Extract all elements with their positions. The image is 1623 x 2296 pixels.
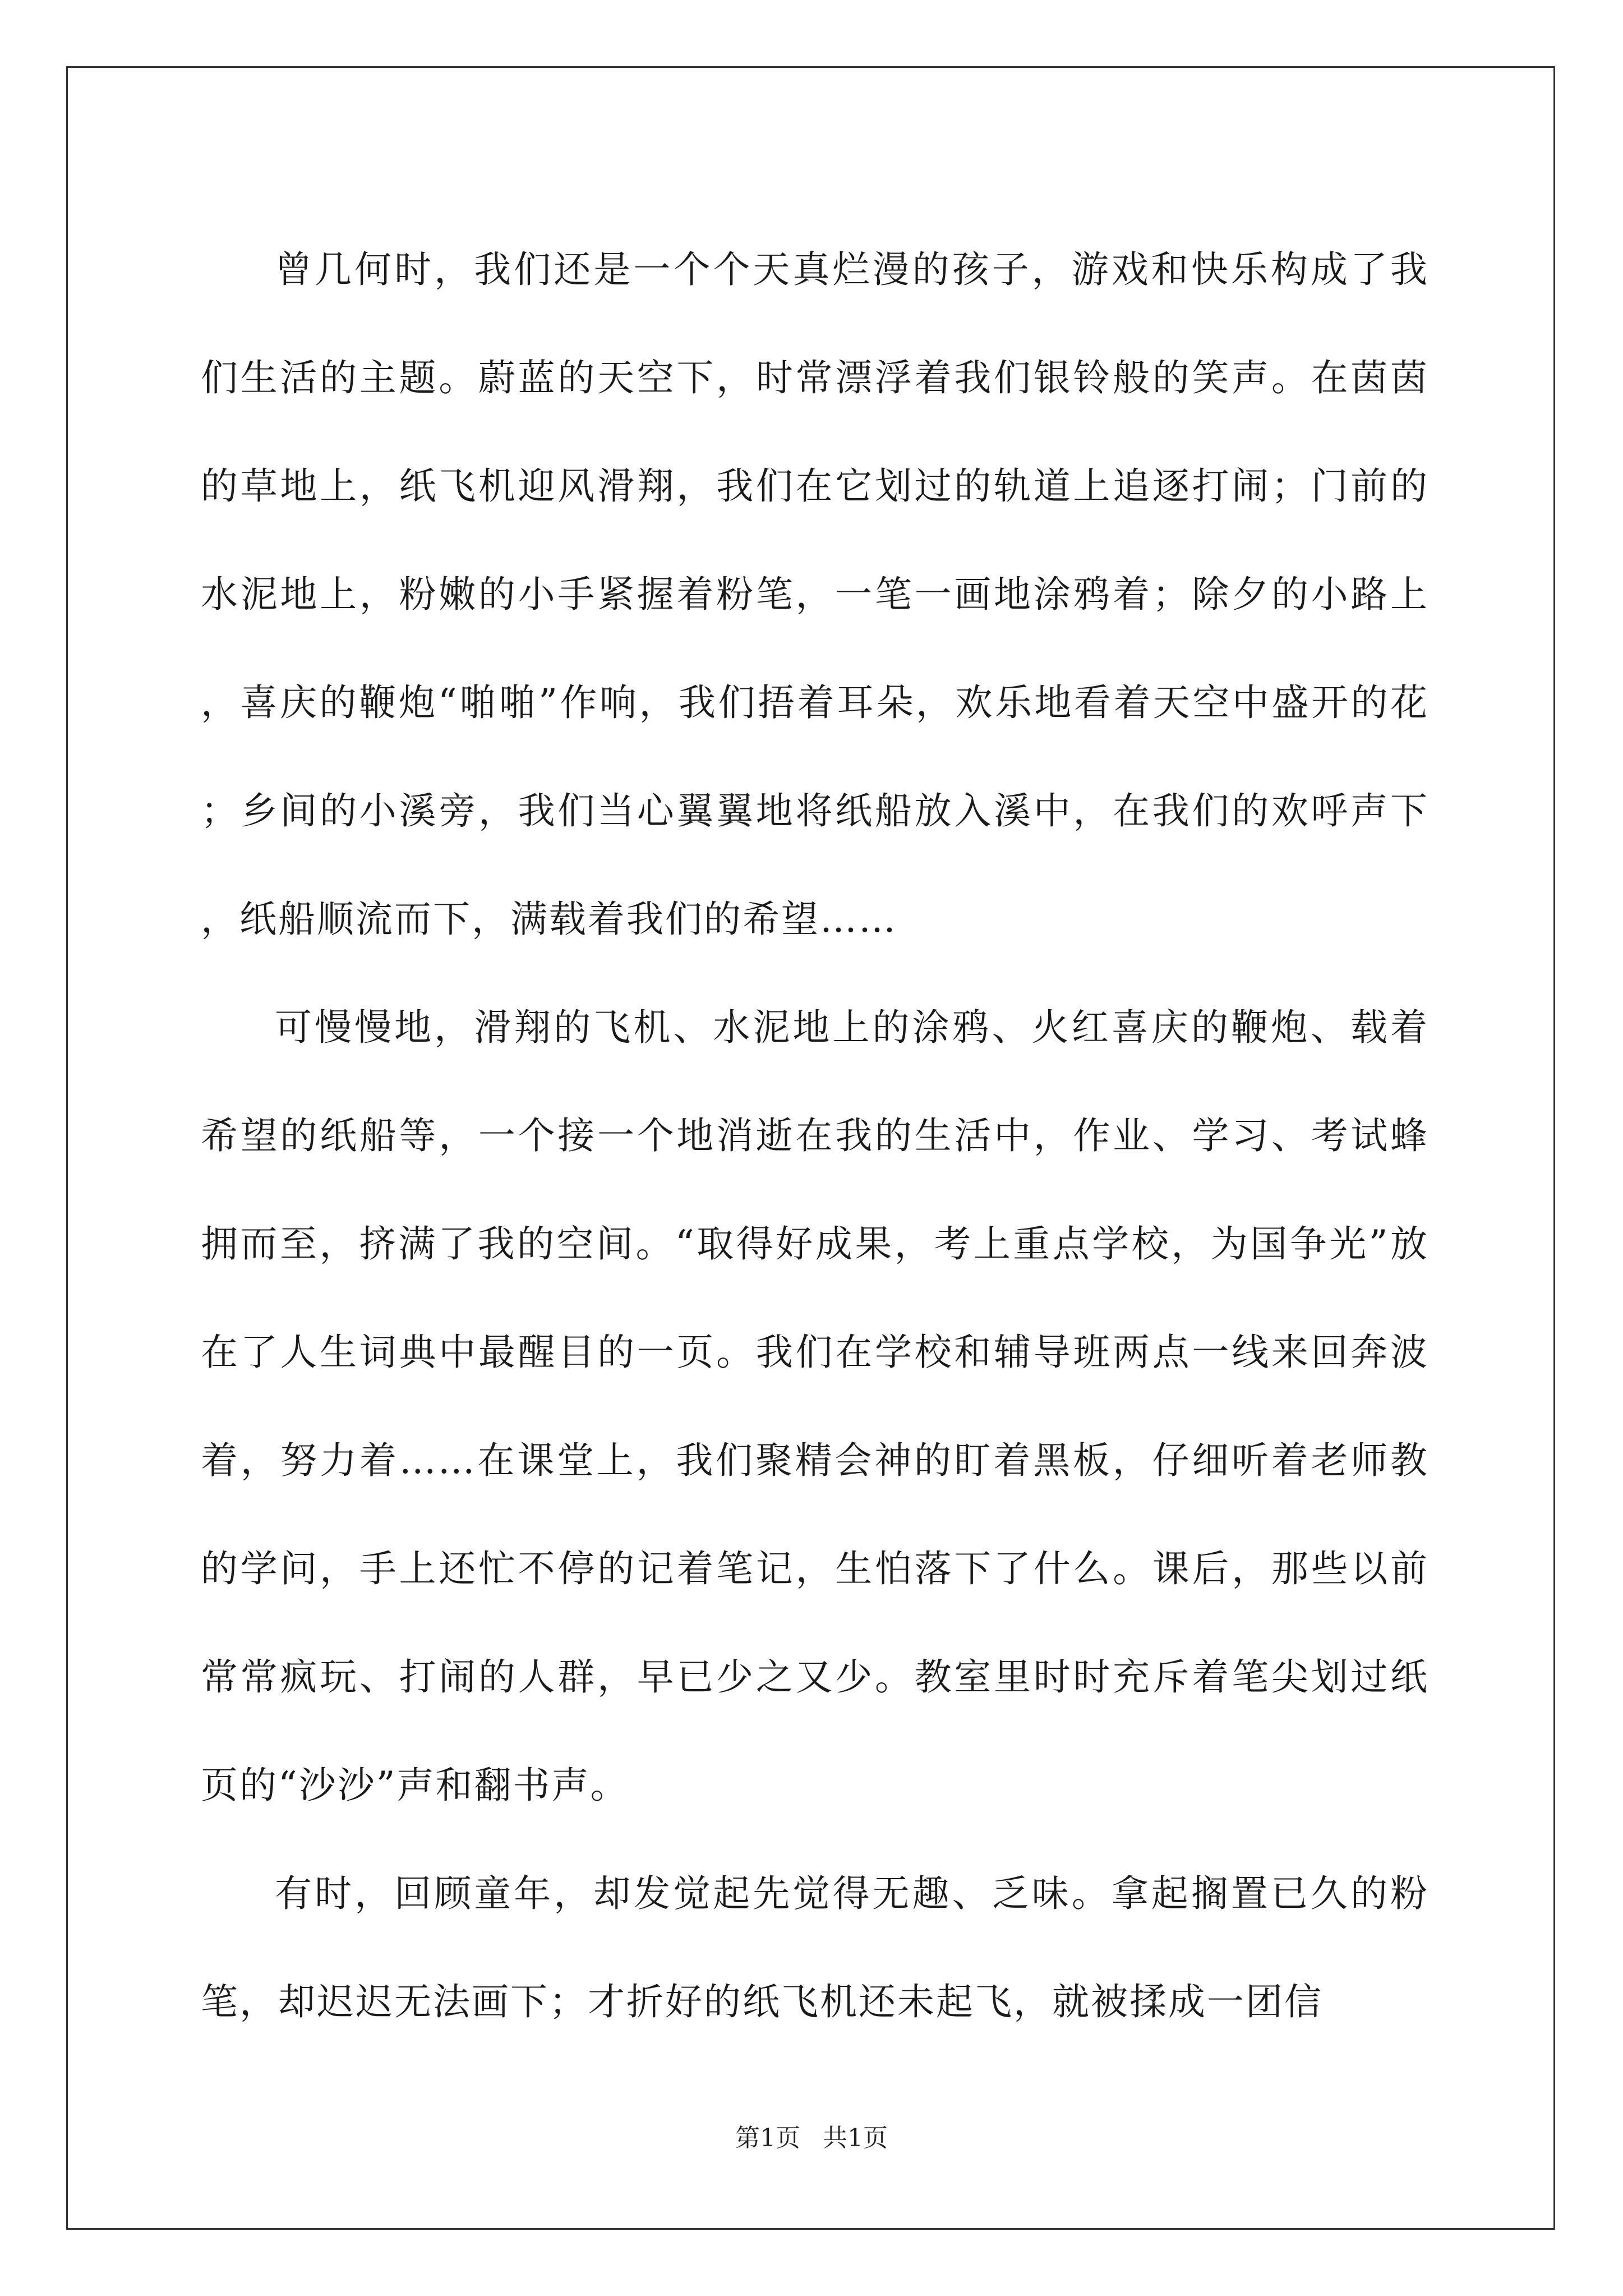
document-body	[201, 215, 1429, 2056]
page-footer	[0, 2122, 1623, 2155]
page-total: 共1页	[823, 2124, 888, 2152]
paragraph-3: 有时，回顾童年，却发觉起先觉得无趣、乏味。拿起搁置已久的粉笔，却迟迟无法画下；才折好的纸飞机还未起飞，就被揉成一团信	[201, 1872, 1429, 2023]
page-number: 第1页	[735, 2124, 800, 2152]
paragraph-1: 曾几何时，我们还是一个个天真烂漫的孩子，游戏和快乐构成了我们生活的主题。蔚蓝的天空下，时常漂浮着我们银铃般的笑声。在茵茵的草地上，纸飞机迎风滑翔，我们在它划过的轨道上追逐打闹；门前的水泥地上，粉嫩的小手紧握着粉笔，一笔一画地涂鸦着；除夕的小路上，喜庆的鞭炮“啪啪”作响，我们捂着耳朵，欢乐地看着天空中盛开的花；乡间的小溪旁，我们当心翼翼地将纸船放入溪中，在我们的欢呼声下，纸船顺流而下，满载着我们的希望……	[201, 248, 1429, 941]
paragraph-2: 可慢慢地，滑翔的飞机、水泥地上的涂鸦、火红喜庆的鞭炮、载着希望的纸船等，一个接一个地消逝在我的生活中，作业、学习、考试蜂拥而至，挤满了我的空间。“取得好成果，考上重点学校，为国争光”放在了人生词典中最醒目的一页。我们在学校和辅导班两点一线来回奔波着，努力着……在课堂上，我们聚精会神的盯着黑板，仔细听着老师教的学问，手上还忙不停的记着笔记，生怕落下了什么。课后，那些以前常常疯玩、打闹的人群，早已少之又少。教室里时时充斥着笔尖划过纸页的“沙沙”声和翻书声。	[201, 1006, 1429, 1807]
